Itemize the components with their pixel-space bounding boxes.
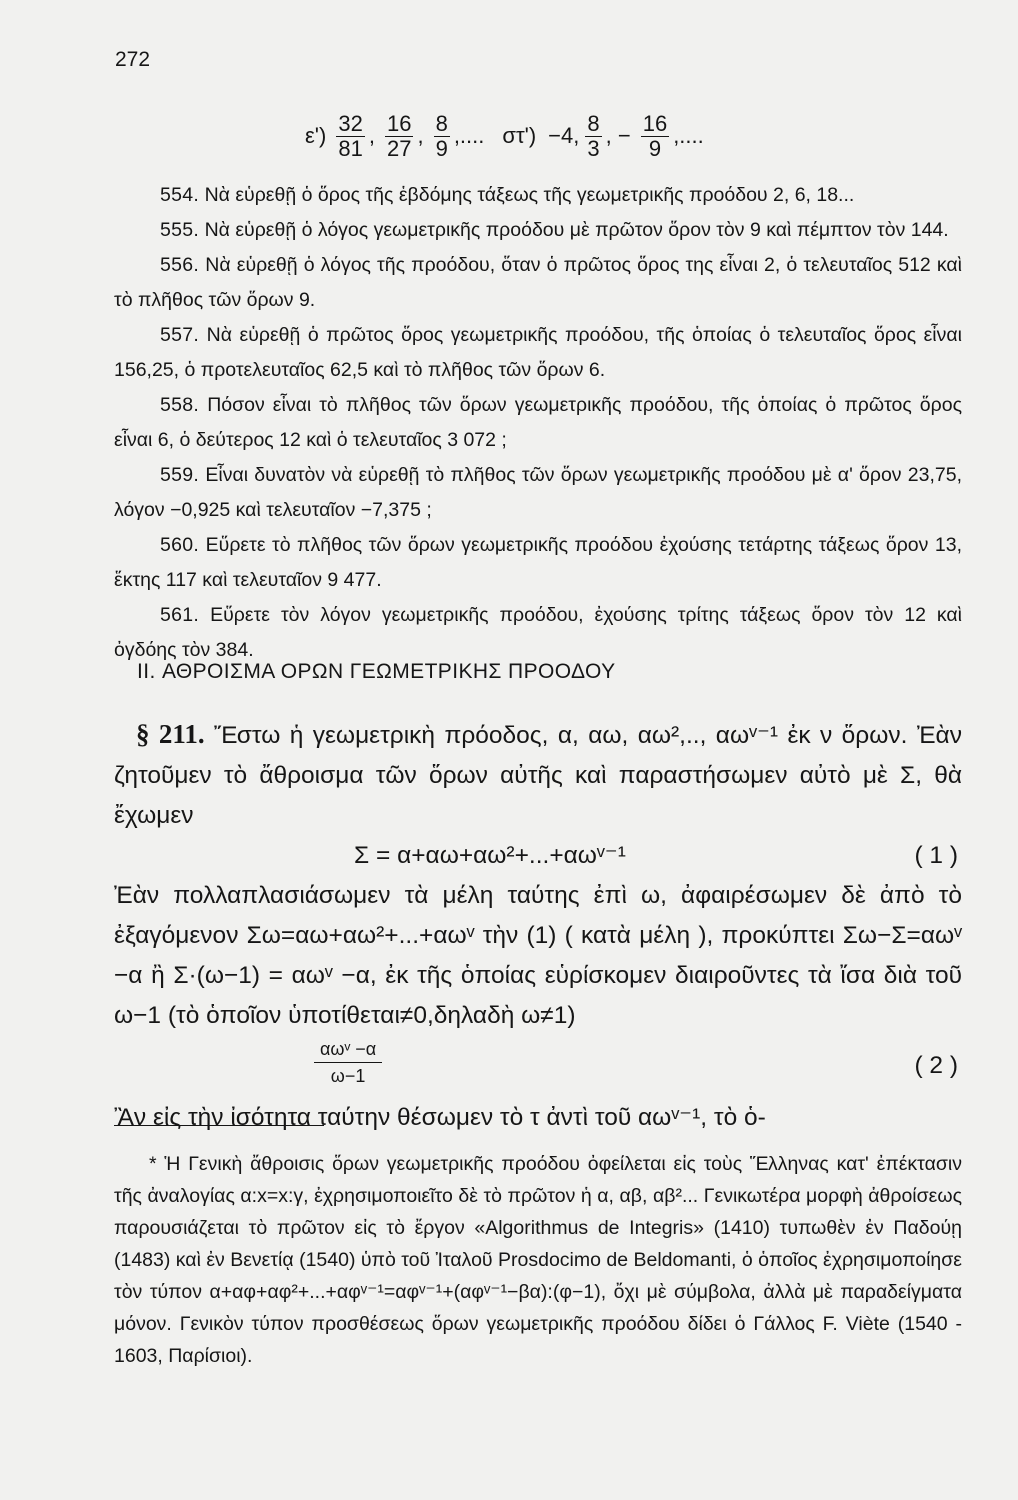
section-number: § 211. — [136, 719, 205, 749]
st-lead: −4, — [548, 123, 580, 148]
exercise-item: 559. Εἶναι δυνατὸν νὰ εὑρεθῇ τὸ πλῆθος τῶν ὅρων γεωμετρικῆς προόδου μὲ α' ὅρον 23,75, λόγον −0,925 καὶ τελευταῖον −7,375 ; — [114, 464, 962, 521]
exercise-formula-line: ε') $\frac{32}{81}$ , $\frac{16}{27}$ , $\frac{8}{9}$ ,.... στ') −4, $\frac{8}{3}$ , − $\frac{16}{9}$ ,.... — [305, 111, 704, 161]
footnote-divider — [114, 1125, 324, 1126]
exercise-item: 557. Νὰ εὑρεθῇ ὁ πρῶτος ὅρος γεωμετρικῆς προόδου, τῆς ὁποίας ὁ τελευταῖος ὅρος εἶναι 156,25, ὁ προτελευταῖος 62,5 καὶ τὸ πλῆθος τῶν ὅρων 6. — [114, 324, 962, 381]
footnote: * Ἡ Γενικὴ ἄθροισις ὅρων γεωμετρικῆς προόδου ὀφείλεται εἰς τοὺς Ἕλληνας κατ' ἐπέκτασιν τῆς ἀναλογίας α:x=x:γ, ἐχρησιμοποιεῖτο δὲ τὸ πρῶτον ἡ α, αβ, αβ²... Γενικωτέρα μορφὴ ἀθροίσεως παρουσιάζεται τὸ πρῶτον εἰς τὸ ἔργον «Algorithmus de Integris» (1410) τυπωθὲν ἐν Παδούῃ (1483) καὶ ἐν Βενετίᾳ (1540) ὑπὸ τοῦ Ἰταλοῦ Prosdocimo de Beldomanti, ὁ ὁποῖος ἐχρησιμοποίησε τὸν τύπον α+αφ+αφ²+...+αφᵛ⁻¹=αφᵛ⁻¹+(αφᵛ⁻¹−βα):(φ−1), ὄχι μὲ σύμβολα, ἀλλὰ μὲ παραδείγματα μόνον. Γενικὸν τύπον προσθέσεως ὅρων γεωμετρικῆς προόδου δίδει ὁ Γάλλος F. Viète (1540 - 1603, Παρίσιοι). — [114, 1153, 962, 1367]
equation-number: ( 2 ) — [914, 1052, 958, 1079]
exercise-item: 554. Νὰ εὑρεθῇ ὁ ὅρος τῆς ἑβδόμης τάξεως τῆς γεωμετρικῆς προόδου 2, 6, 18... — [160, 184, 855, 206]
page-number: 272 — [115, 48, 151, 71]
fraction: αωᵛ −α ω−1 — [314, 1036, 382, 1089]
equation-number: ( 1 ) — [914, 842, 958, 869]
paragraph: Ἐὰν πολλαπλασιάσωμεν τὰ μέλη ταύτης ἐπὶ ω, ἀφαιρέσωμεν δὲ ἀπὸ τὸ ἐξαγόμενον Σω=αω+αω²+...+αωᵛ τὴν (1) ( κατὰ μέλη ), προκύπτει Σω−Σ=αωᵛ −α ἢ Σ·(ω−1) = αωᵛ −α, ἐκ τῆς ὁποίας εὑρίσκομεν διαιροῦντες τὰ ἴσα διὰ τοῦ ω−1 (τὸ ὁποῖον ὑποτίθεται≠0,δηλαδὴ ω≠1) — [114, 882, 962, 1029]
label-st: στ') — [502, 123, 537, 148]
exercise-list — [114, 178, 962, 668]
fraction: $\frac{16}{9}$ — [642, 111, 668, 161]
label-e: ε') — [305, 123, 327, 148]
paragraph: Ἂν εἰς τὴν ἰσότητα ταύτην θέσωμεν τὸ τ ἀντὶ τοῦ αωᵛ⁻¹, τὸ ὁ- — [114, 1104, 766, 1131]
fraction: $\frac{32}{81}$ — [338, 111, 363, 161]
fraction: $\frac{16}{27}$ — [386, 111, 412, 161]
formula-2 — [114, 1036, 962, 1098]
paragraph: § 211. Ἔστω ἡ γεωμετρικὴ πρόοδος, α, αω, αω²,.., αωᵛ⁻¹ ἐκ ν ὅρων. Ἐὰν ζητοῦμεν τὸ ἄθροισμα τῶν ὅρων αὐτῆς καὶ παραστήσωμεν αὐτὸ μὲ Σ, θὰ ἔχωμεν — [114, 719, 962, 829]
exercise-item: 558. Πόσον εἶναι τὸ πλῆθος τῶν ὅρων γεωμετρικῆς προόδου, τῆς ὁποίας ὁ πρῶτος ὅρος εἶναι 6, ὁ δεύτερος 12 καὶ ὁ τελευταῖος 3 072 ; — [114, 394, 962, 451]
exercise-item: 555. Νὰ εὑρεθῇ ὁ λόγος γεωμετρικῆς προόδου μὲ πρῶτον ὅρον τὸν 9 καὶ πέμπτον τὸν 144. — [160, 219, 949, 241]
main-text — [114, 714, 962, 1138]
exercise-item: 561. Εὕρετε τὸν λόγον γεωμετρικῆς προόδου, ἐχούσης τρίτης τάξεως ὅρον τὸν 12 καὶ ὀγδόης τὸν 384. — [114, 604, 963, 661]
exercise-item: 560. Εὕρετε τὸ πλῆθος τῶν ὅρων γεωμετρικῆς προόδου ἐχούσης τετάρτης τάξεως ὅρον 13, ἕκτης 117 καὶ τελευταῖον 9 477. — [114, 534, 962, 591]
section-heading: II. ΑΘΡΟΙΣΜΑ ΟΡΩΝ ΓΕΩΜΕΤΡΙΚΗΣ ΠΡΟΟΔΟΥ — [137, 660, 616, 683]
fraction: $\frac{8}{9}$ — [435, 111, 448, 161]
exercise-item: 556. Νὰ εὑρεθῇ ὁ λόγος τῆς προόδου, ὅταν ὁ πρῶτος ὅρος της εἶναι 2, ὁ τελευταῖος 512 καὶ τὸ πλῆθος τῶν ὅρων 9. — [114, 254, 962, 311]
formula-1: Σ = α+αω+αω²+...+αωᵛ⁻¹ ( 1 ) — [114, 836, 962, 876]
fraction: $\frac{8}{3}$ — [587, 111, 600, 161]
